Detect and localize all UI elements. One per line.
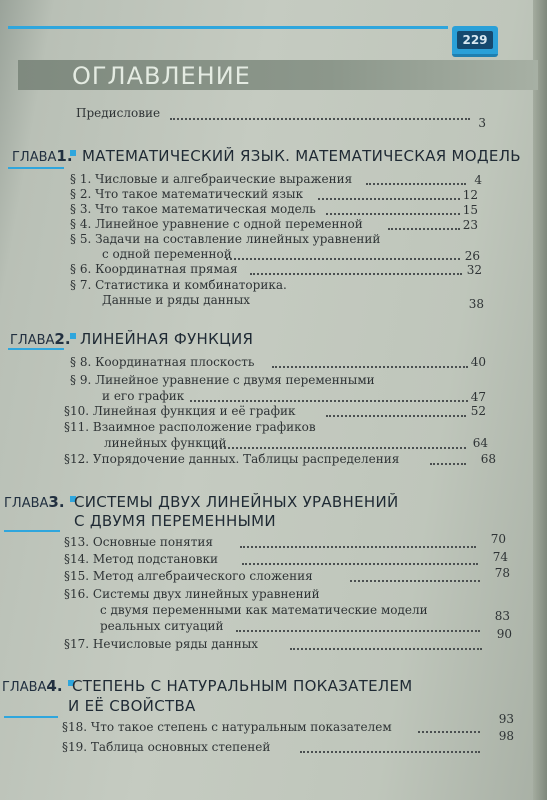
chapter-num: 4. bbox=[46, 677, 63, 695]
section-title: Метод подстановки bbox=[92, 552, 218, 566]
leader-dots bbox=[212, 447, 466, 449]
section-page: 12 bbox=[462, 188, 478, 202]
section-num: § 7. bbox=[70, 278, 92, 292]
section-num: §16. bbox=[64, 587, 90, 601]
section-page: 26 bbox=[464, 249, 480, 263]
toc-entry bbox=[62, 740, 270, 754]
section-title: Координатная прямая bbox=[95, 262, 238, 276]
section-title: Линейная функция и её график bbox=[92, 404, 296, 418]
section-title-cont bbox=[100, 603, 428, 617]
section-num: §10. bbox=[64, 404, 90, 418]
toc-entry bbox=[64, 404, 295, 418]
toc-entry bbox=[70, 217, 363, 231]
section-title: Координатная плоскость bbox=[95, 355, 255, 369]
chapter-number bbox=[10, 330, 80, 348]
section-num: § 3. bbox=[70, 202, 92, 216]
leader-dots bbox=[226, 258, 460, 260]
section-num: §13. bbox=[64, 535, 90, 549]
section-num: §11. bbox=[64, 420, 90, 434]
page-number-badge bbox=[452, 26, 498, 57]
toc-entry bbox=[64, 552, 218, 566]
page-title: ОГЛАВЛЕНИЕ bbox=[72, 62, 251, 90]
section-page: 68 bbox=[480, 452, 496, 466]
section-title: с одной переменной bbox=[102, 247, 232, 261]
chapter-title: ЛИНЕЙНАЯ ФУНКЦИЯ bbox=[80, 330, 254, 348]
chapter-underline bbox=[8, 348, 64, 350]
section-title: с двумя переменными как математические модели bbox=[100, 603, 428, 617]
toc-entry bbox=[70, 172, 352, 186]
toc-entry bbox=[64, 587, 320, 601]
chapter-heading-3-line2 bbox=[74, 511, 276, 530]
section-num: § 9. bbox=[70, 373, 92, 387]
chapter-prefix: ГЛАВА bbox=[2, 680, 47, 695]
chapter-heading-4-line2 bbox=[68, 696, 196, 715]
header-rule bbox=[8, 26, 448, 29]
section-num: § 2. bbox=[70, 187, 92, 201]
leader-dots bbox=[190, 400, 468, 402]
toc-entry bbox=[70, 262, 238, 276]
chapter-prefix: ГЛАВА bbox=[10, 333, 55, 348]
section-title: Что такое математический язык bbox=[95, 187, 304, 201]
section-num: § 8. bbox=[70, 355, 92, 369]
section-title: Статистика и комбинаторика. bbox=[95, 278, 287, 292]
section-page: 70 bbox=[490, 532, 506, 546]
toc-entry bbox=[64, 452, 399, 466]
section-title: Упорядочение данных. Таблицы распределения bbox=[92, 452, 400, 466]
section-num: §19. bbox=[62, 740, 88, 754]
section-title-cont bbox=[102, 389, 184, 403]
section-title: Нечисловые ряды данных bbox=[92, 637, 259, 651]
section-num: §18. bbox=[62, 720, 88, 734]
toc-entry bbox=[64, 569, 313, 583]
toc-entry bbox=[70, 187, 303, 201]
chapter-number bbox=[4, 493, 74, 511]
section-num: §17. bbox=[64, 637, 90, 651]
section-page: 4 bbox=[474, 173, 482, 187]
section-title: Взаимное расположение графиков bbox=[92, 420, 316, 434]
toc-entry bbox=[70, 232, 380, 246]
page-edge bbox=[533, 0, 547, 800]
section-page: 64 bbox=[472, 436, 488, 450]
section-num: §14. bbox=[64, 552, 90, 566]
leader-dots bbox=[300, 751, 480, 753]
chapter-underline bbox=[8, 167, 64, 169]
leader-dots bbox=[290, 648, 482, 650]
leader-dots bbox=[430, 463, 466, 465]
section-title: Данные и ряды данных bbox=[102, 293, 251, 307]
leader-dots bbox=[366, 183, 466, 185]
leader-dots bbox=[326, 213, 460, 215]
toc-entry bbox=[64, 637, 258, 651]
leader-dots bbox=[326, 415, 466, 417]
section-title: Линейное уравнение с двумя переменными bbox=[95, 373, 375, 387]
leader-dots bbox=[350, 580, 480, 582]
chapter-underline bbox=[4, 716, 58, 718]
toc-entry bbox=[62, 720, 392, 734]
chapter-heading-2 bbox=[10, 329, 253, 348]
leader-dots bbox=[170, 118, 470, 120]
section-title: Задачи на составление линейных уравнений bbox=[95, 232, 381, 246]
section-page: 52 bbox=[470, 404, 486, 418]
toc-entry bbox=[70, 202, 316, 216]
chapter-title: МАТЕМАТИЧЕСКИЙ ЯЗЫК. МАТЕМАТИЧЕСКАЯ МОДЕЛЬ bbox=[82, 147, 521, 165]
chapter-heading-4 bbox=[2, 676, 413, 695]
section-title: Что такое степень с натуральным показателем bbox=[90, 720, 392, 734]
section-title-cont bbox=[102, 247, 232, 261]
section-page: 15 bbox=[462, 203, 478, 217]
section-title: и его график bbox=[102, 389, 185, 403]
section-title: реальных ситуаций bbox=[100, 619, 224, 633]
leader-dots bbox=[272, 366, 468, 368]
chapter-title: СИСТЕМЫ ДВУХ ЛИНЕЙНЫХ УРАВНЕНИЙ bbox=[74, 493, 399, 511]
section-num: §15. bbox=[64, 569, 90, 583]
toc-entry-preface bbox=[76, 106, 160, 120]
section-page: 90 bbox=[496, 627, 512, 641]
chapter-title: СТЕПЕНЬ С НАТУРАЛЬНЫМ ПОКАЗАТЕЛЕМ bbox=[72, 677, 413, 695]
section-page: 38 bbox=[468, 297, 484, 311]
section-title: Линейное уравнение с одной переменной bbox=[95, 217, 363, 231]
section-page: 23 bbox=[462, 218, 478, 232]
section-title: линейных функций bbox=[104, 436, 227, 450]
section-page: 40 bbox=[470, 355, 486, 369]
section-title: Системы двух линейных уравнений bbox=[92, 587, 320, 601]
leader-dots bbox=[250, 273, 462, 275]
chapter-heading-1 bbox=[12, 146, 521, 165]
preface-page: 3 bbox=[478, 116, 486, 130]
chapter-heading-3 bbox=[4, 492, 399, 511]
page-number: 229 bbox=[457, 31, 493, 49]
section-page: 98 bbox=[498, 729, 514, 743]
toc-entry bbox=[64, 420, 316, 434]
toc-entry bbox=[70, 373, 375, 387]
leader-dots bbox=[240, 546, 476, 548]
toc-entry bbox=[70, 355, 254, 369]
section-num: § 6. bbox=[70, 262, 92, 276]
chapter-title: И ЕЁ СВОЙСТВА bbox=[68, 697, 196, 715]
leader-dots bbox=[418, 731, 480, 733]
section-title-cont bbox=[102, 293, 250, 307]
section-page: 78 bbox=[494, 566, 510, 580]
section-num: § 5. bbox=[70, 232, 92, 246]
section-page: 93 bbox=[498, 712, 514, 726]
section-title: Метод алгебраического сложения bbox=[92, 569, 313, 583]
section-page: 74 bbox=[492, 550, 508, 564]
section-num: §12. bbox=[64, 452, 90, 466]
preface-label: Предисловие bbox=[76, 106, 161, 120]
section-page: 83 bbox=[494, 609, 510, 623]
leader-dots bbox=[318, 198, 460, 200]
section-title-cont bbox=[104, 436, 227, 450]
leader-dots bbox=[242, 563, 478, 565]
section-num: § 1. bbox=[70, 172, 92, 186]
section-num: § 4. bbox=[70, 217, 92, 231]
chapter-prefix: ГЛАВА bbox=[4, 496, 49, 511]
section-page: 32 bbox=[466, 263, 482, 277]
section-title: Таблица основных степеней bbox=[90, 740, 271, 754]
chapter-number bbox=[12, 147, 82, 165]
chapter-prefix: ГЛАВА bbox=[12, 150, 57, 165]
section-title: Основные понятия bbox=[92, 535, 213, 549]
toc-entry bbox=[70, 278, 287, 292]
section-title: Что такое математическая модель bbox=[95, 202, 316, 216]
toc-entry bbox=[64, 535, 213, 549]
leader-dots bbox=[236, 630, 480, 632]
chapter-title: С ДВУМЯ ПЕРЕМЕННЫМИ bbox=[74, 512, 276, 530]
section-title-cont bbox=[100, 619, 224, 633]
section-page: 47 bbox=[470, 390, 486, 404]
section-title: Числовые и алгебраические выражения bbox=[95, 172, 353, 186]
chapter-num: 1. bbox=[56, 147, 73, 165]
chapter-underline bbox=[4, 530, 60, 532]
chapter-num: 3. bbox=[48, 493, 65, 511]
chapter-num: 2. bbox=[54, 330, 71, 348]
chapter-number bbox=[2, 677, 72, 695]
